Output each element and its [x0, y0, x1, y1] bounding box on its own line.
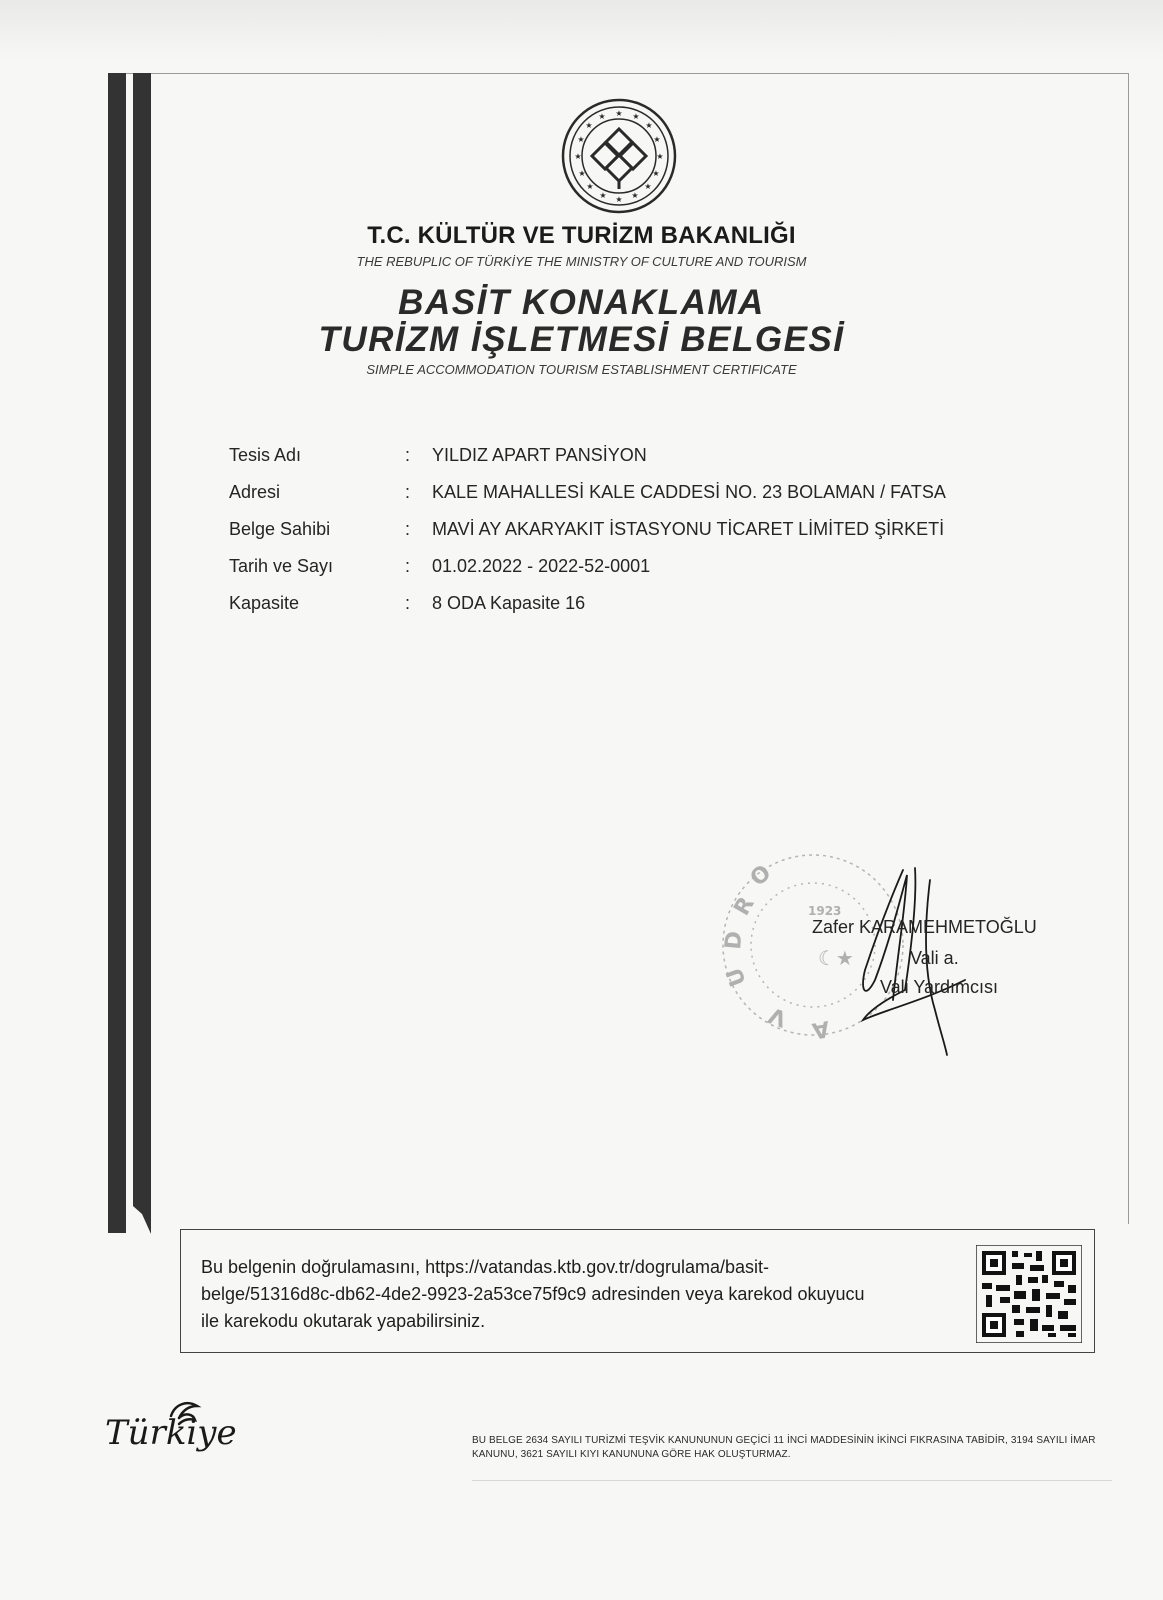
field-colon: :	[405, 519, 411, 539]
signatory-name: Zafer KARAMEHMETOĞLU	[812, 917, 1037, 937]
footer-divider	[472, 1480, 1112, 1481]
field-label: Tesis Adı	[229, 445, 302, 465]
field-value-capacity: 8 ODA Kapasite 16	[432, 593, 586, 613]
field-label: Adresi	[229, 482, 281, 502]
certificate-title-line2: TURİZM İŞLETMESİ BELGESİ	[318, 320, 845, 359]
ministry-title-en: THE REBUPLIC OF TÜRKİYE THE MINISTRY OF CULTURE AND TOURISM	[356, 254, 807, 269]
legal-notice: BU BELGE 2634 SAYILI TURİZMİ TEŞVİK KANUNUNUN GEÇİCİ 11 İNCİ MADDESİNİN İKİNCİ FIKRASINA TABİDİR, 3194 SAYILI İMAR KANUNU, 3621 SAYILI KIYI KANUNUNA GÖRE HAK OLUŞTURMAZ.	[472, 1435, 1096, 1460]
svg-text:★: ★	[632, 112, 640, 121]
svg-text:★: ★	[586, 182, 594, 191]
field-value-date-number: 01.02.2022 - 2022-52-0001	[432, 556, 651, 576]
field-colon: :	[405, 482, 411, 502]
svg-text:★: ★	[644, 182, 652, 191]
field-label: Tarih ve Sayı	[229, 556, 334, 576]
turkiye-logo	[103, 1396, 255, 1462]
field-colon: :	[405, 593, 411, 613]
ribbon-tail	[108, 1096, 151, 1234]
svg-text:★: ★	[577, 135, 585, 144]
svg-text:★: ★	[615, 195, 623, 204]
svg-text:O: O	[745, 860, 777, 892]
scan-shadow	[0, 0, 1163, 60]
svg-text:★: ★	[653, 135, 661, 144]
svg-text:★: ★	[574, 152, 582, 161]
svg-text:V: V	[765, 1001, 791, 1031]
signatory-title: Vali a.	[910, 948, 959, 968]
svg-text:★: ★	[652, 169, 660, 178]
field-value-facility-name: YILDIZ APART PANSİYON	[432, 445, 647, 465]
svg-text:★: ★	[615, 109, 623, 118]
svg-text:Türkiye: Türkiye	[105, 1413, 237, 1453]
svg-text:D: D	[721, 930, 748, 951]
signatory-role: Vali Yardımcısı	[880, 977, 999, 997]
svg-text:★: ★	[585, 121, 593, 130]
certificate-title-en: SIMPLE ACCOMMODATION TOURISM ESTABLISHMENT CERTIFICATE	[366, 362, 797, 377]
svg-text:★: ★	[598, 112, 606, 121]
svg-text:★: ★	[645, 121, 653, 130]
verification-text: Bu belgenin doğrulamasını, https://vatandas.ktb.gov.tr/dogrulama/basit-belge/51316d8c-db62-4de2-9923-2a53ce75f9c9 adresinden veya karekod okuyucu ile karekodu okutarak yapabilirsiniz.	[201, 1257, 865, 1331]
svg-text:☾★: ☾★	[818, 946, 854, 970]
field-label: Kapasite	[229, 593, 300, 613]
svg-text:★: ★	[599, 191, 607, 200]
svg-text:★: ★	[656, 152, 664, 161]
qr-code-icon[interactable]	[976, 1245, 1082, 1343]
svg-text:U: U	[722, 964, 752, 990]
ministry-title: T.C. KÜLTÜR VE TURİZM BAKANLIĞI	[367, 222, 796, 249]
field-label: Belge Sahibi	[229, 519, 331, 539]
field-value-address: KALE MAHALLESİ KALE CADDESİ NO. 23 BOLAMAN / FATSA	[432, 482, 946, 502]
field-value-owner: MAVİ AY AKARYAKIT İSTASYONU TİCARET LİMİTED ŞİRKETİ	[432, 519, 945, 539]
field-colon: :	[405, 556, 411, 576]
svg-text:A: A	[810, 1015, 832, 1043]
certificate-title-line1: BASİT KONAKLAMA	[398, 283, 765, 322]
field-colon: :	[405, 445, 411, 465]
svg-text:1923: 1923	[808, 904, 842, 918]
ministry-emblem-icon	[560, 97, 678, 215]
svg-text:★: ★	[578, 169, 586, 178]
svg-text:★: ★	[631, 191, 639, 200]
svg-text:R: R	[729, 892, 760, 920]
